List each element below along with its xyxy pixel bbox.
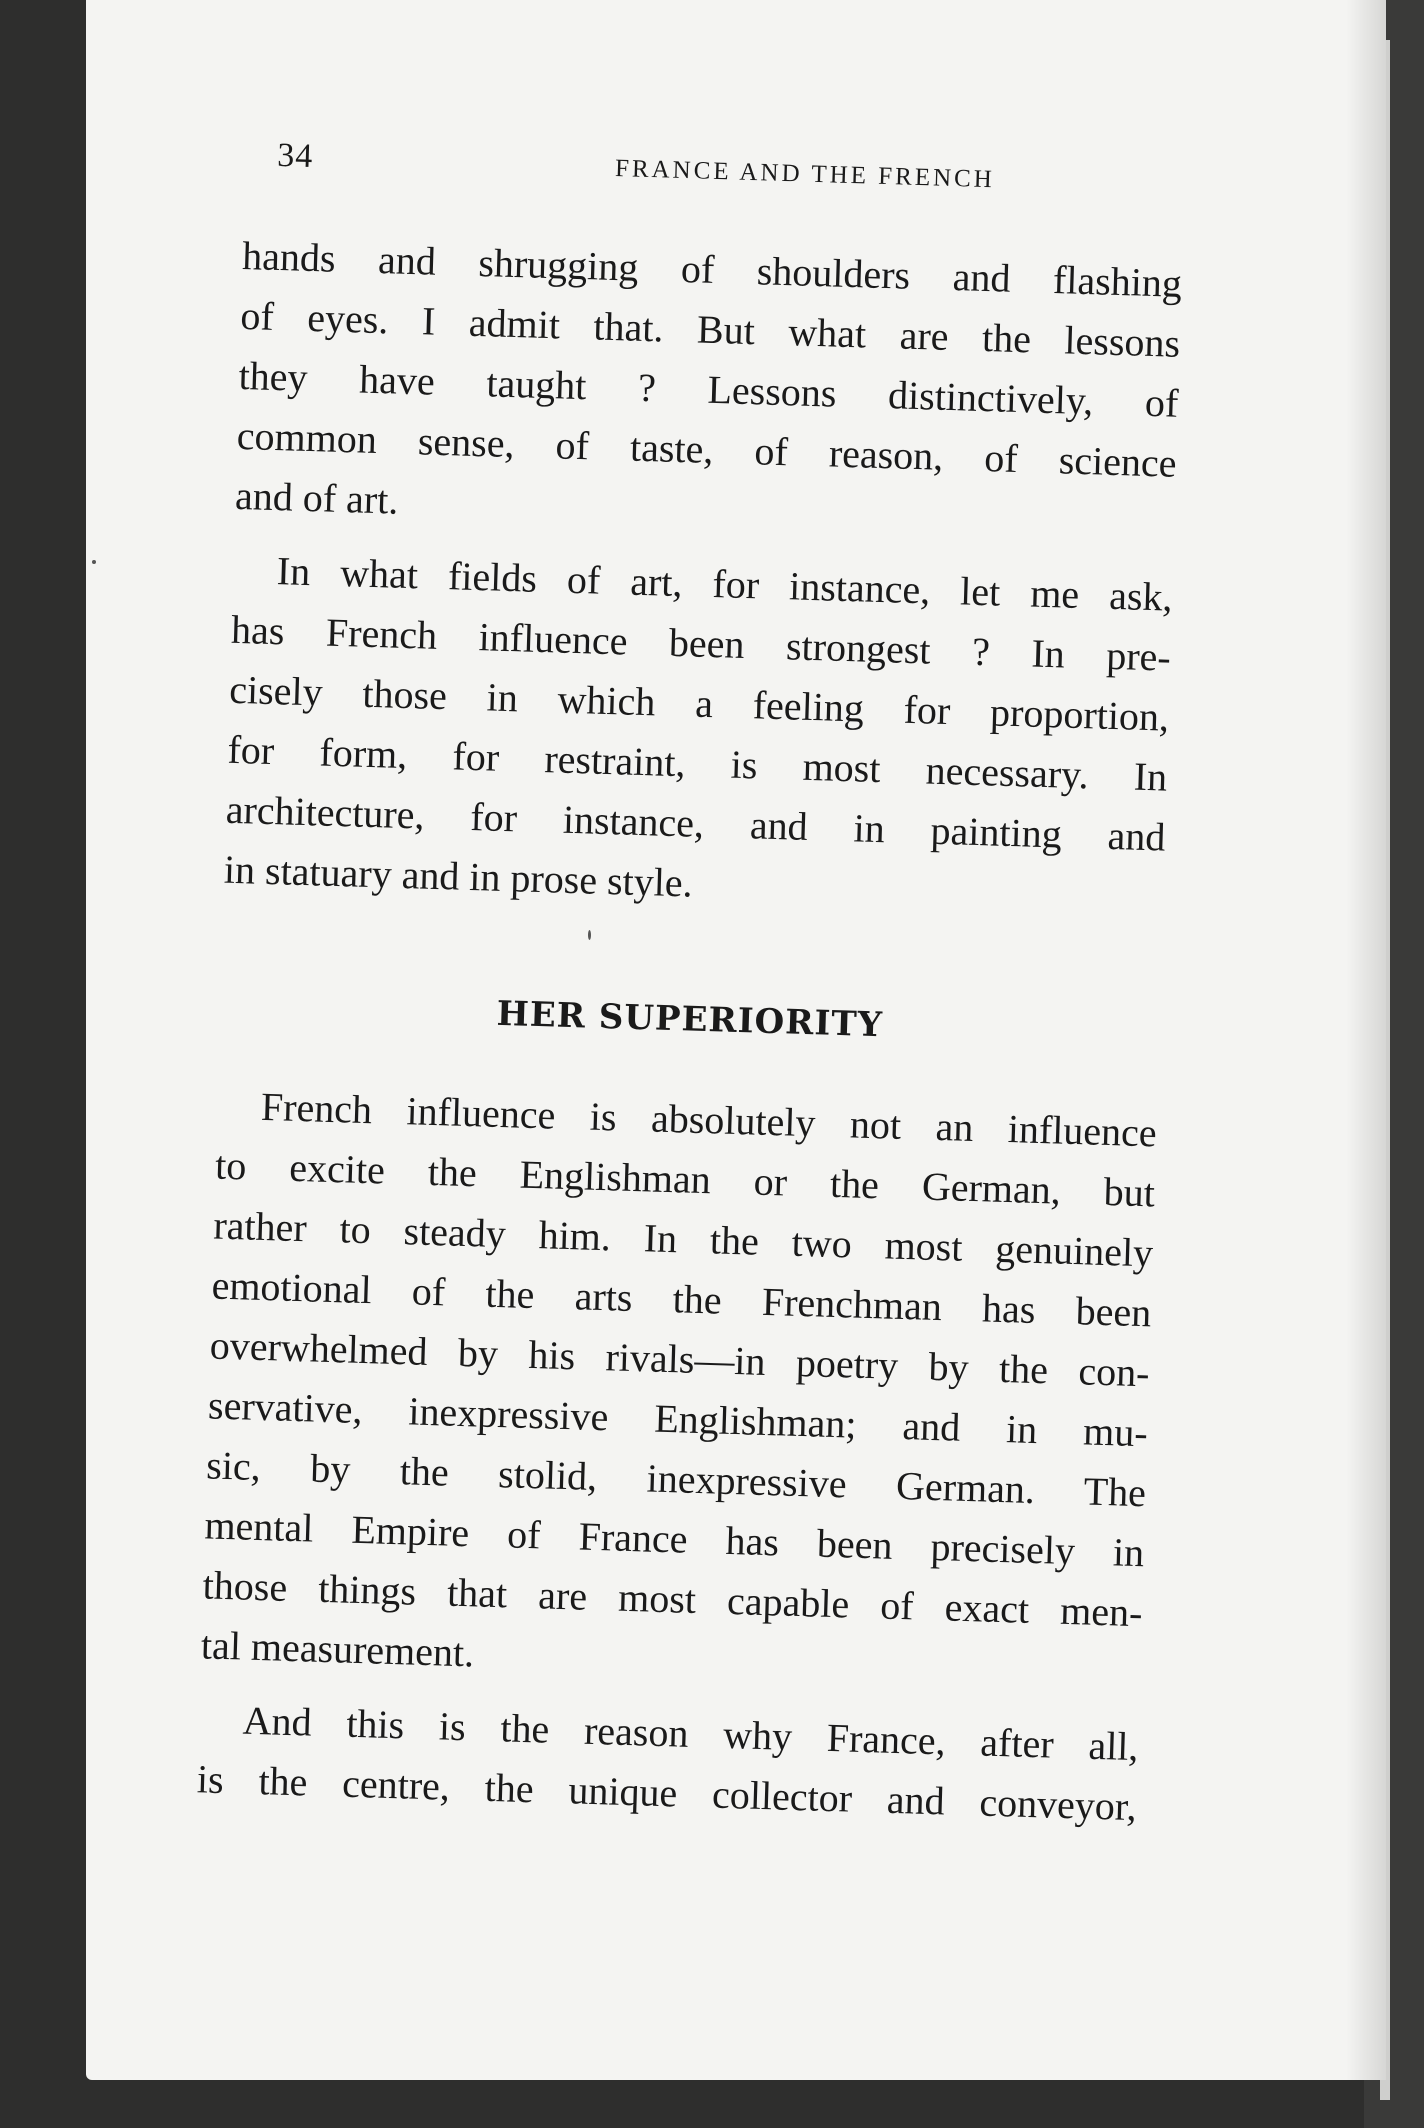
text-line: sic, by the stolid, inexpressive German. The: [205, 1442, 1147, 1516]
text-line: In what fields of art, for instance, let me ask,: [276, 548, 1174, 620]
paragraph: [196, 1689, 1239, 1840]
page-header: [244, 130, 1285, 221]
text-line: has French influence been strongest ? In pre-: [230, 606, 1172, 680]
page-number: 34: [276, 136, 314, 175]
book-page: [86, 0, 1386, 2080]
text-line: mental Empire of France has been precisely in: [203, 1502, 1145, 1576]
section-heading: HER SUPERIORITY: [496, 993, 884, 1046]
paper-speck: [92, 560, 96, 564]
text-line: tal measurement.: [200, 1622, 475, 1676]
text-line: architecture, for instance, and in painting and: [225, 786, 1167, 860]
text-line: and of art.: [234, 472, 400, 523]
text-line: French influence is absolutely not an influence: [260, 1083, 1158, 1156]
text-line: common sense, of taste, of reason, of science: [236, 412, 1178, 486]
page-content: [196, 130, 1286, 1854]
text-line: rather to steady him. In the two most genuinely: [212, 1202, 1154, 1276]
gutter-shadow: [1346, 0, 1386, 2080]
text-line: overwhelmed by his rivals—in poetry by the con-: [209, 1322, 1151, 1396]
paragraph: [223, 540, 1273, 931]
text-line: is the centre, the unique collector and conveyor,: [196, 1756, 1138, 1830]
running-head: FRANCE AND THE FRENCH: [614, 154, 996, 194]
text-line: for form, for restraint, is most necessary. In: [226, 726, 1168, 800]
text-line: And this is the reason why France, after all,: [242, 1697, 1140, 1770]
text-line: cisely those in which a feeling for proportion,: [228, 666, 1170, 740]
text-line: to excite the Englishman or the German, but: [214, 1142, 1156, 1216]
text-line: hands and shrugging of shoulders and flashing: [241, 232, 1183, 306]
text-line: those things that are most capable of exact men-: [202, 1562, 1144, 1636]
paragraph: [234, 226, 1282, 557]
text-line: emotional of the arts the Frenchman has been: [211, 1262, 1152, 1336]
text-line: they have taught ? Lessons distinctively, of: [238, 352, 1179, 426]
text-line: of eyes. I admit that. But what are the lessons: [239, 292, 1181, 366]
text-line: servative, inexpressive Englishman; and in mu-: [207, 1382, 1149, 1456]
text-line: in statuary and in prose style.: [223, 846, 694, 906]
paragraph: [200, 1076, 1257, 1707]
